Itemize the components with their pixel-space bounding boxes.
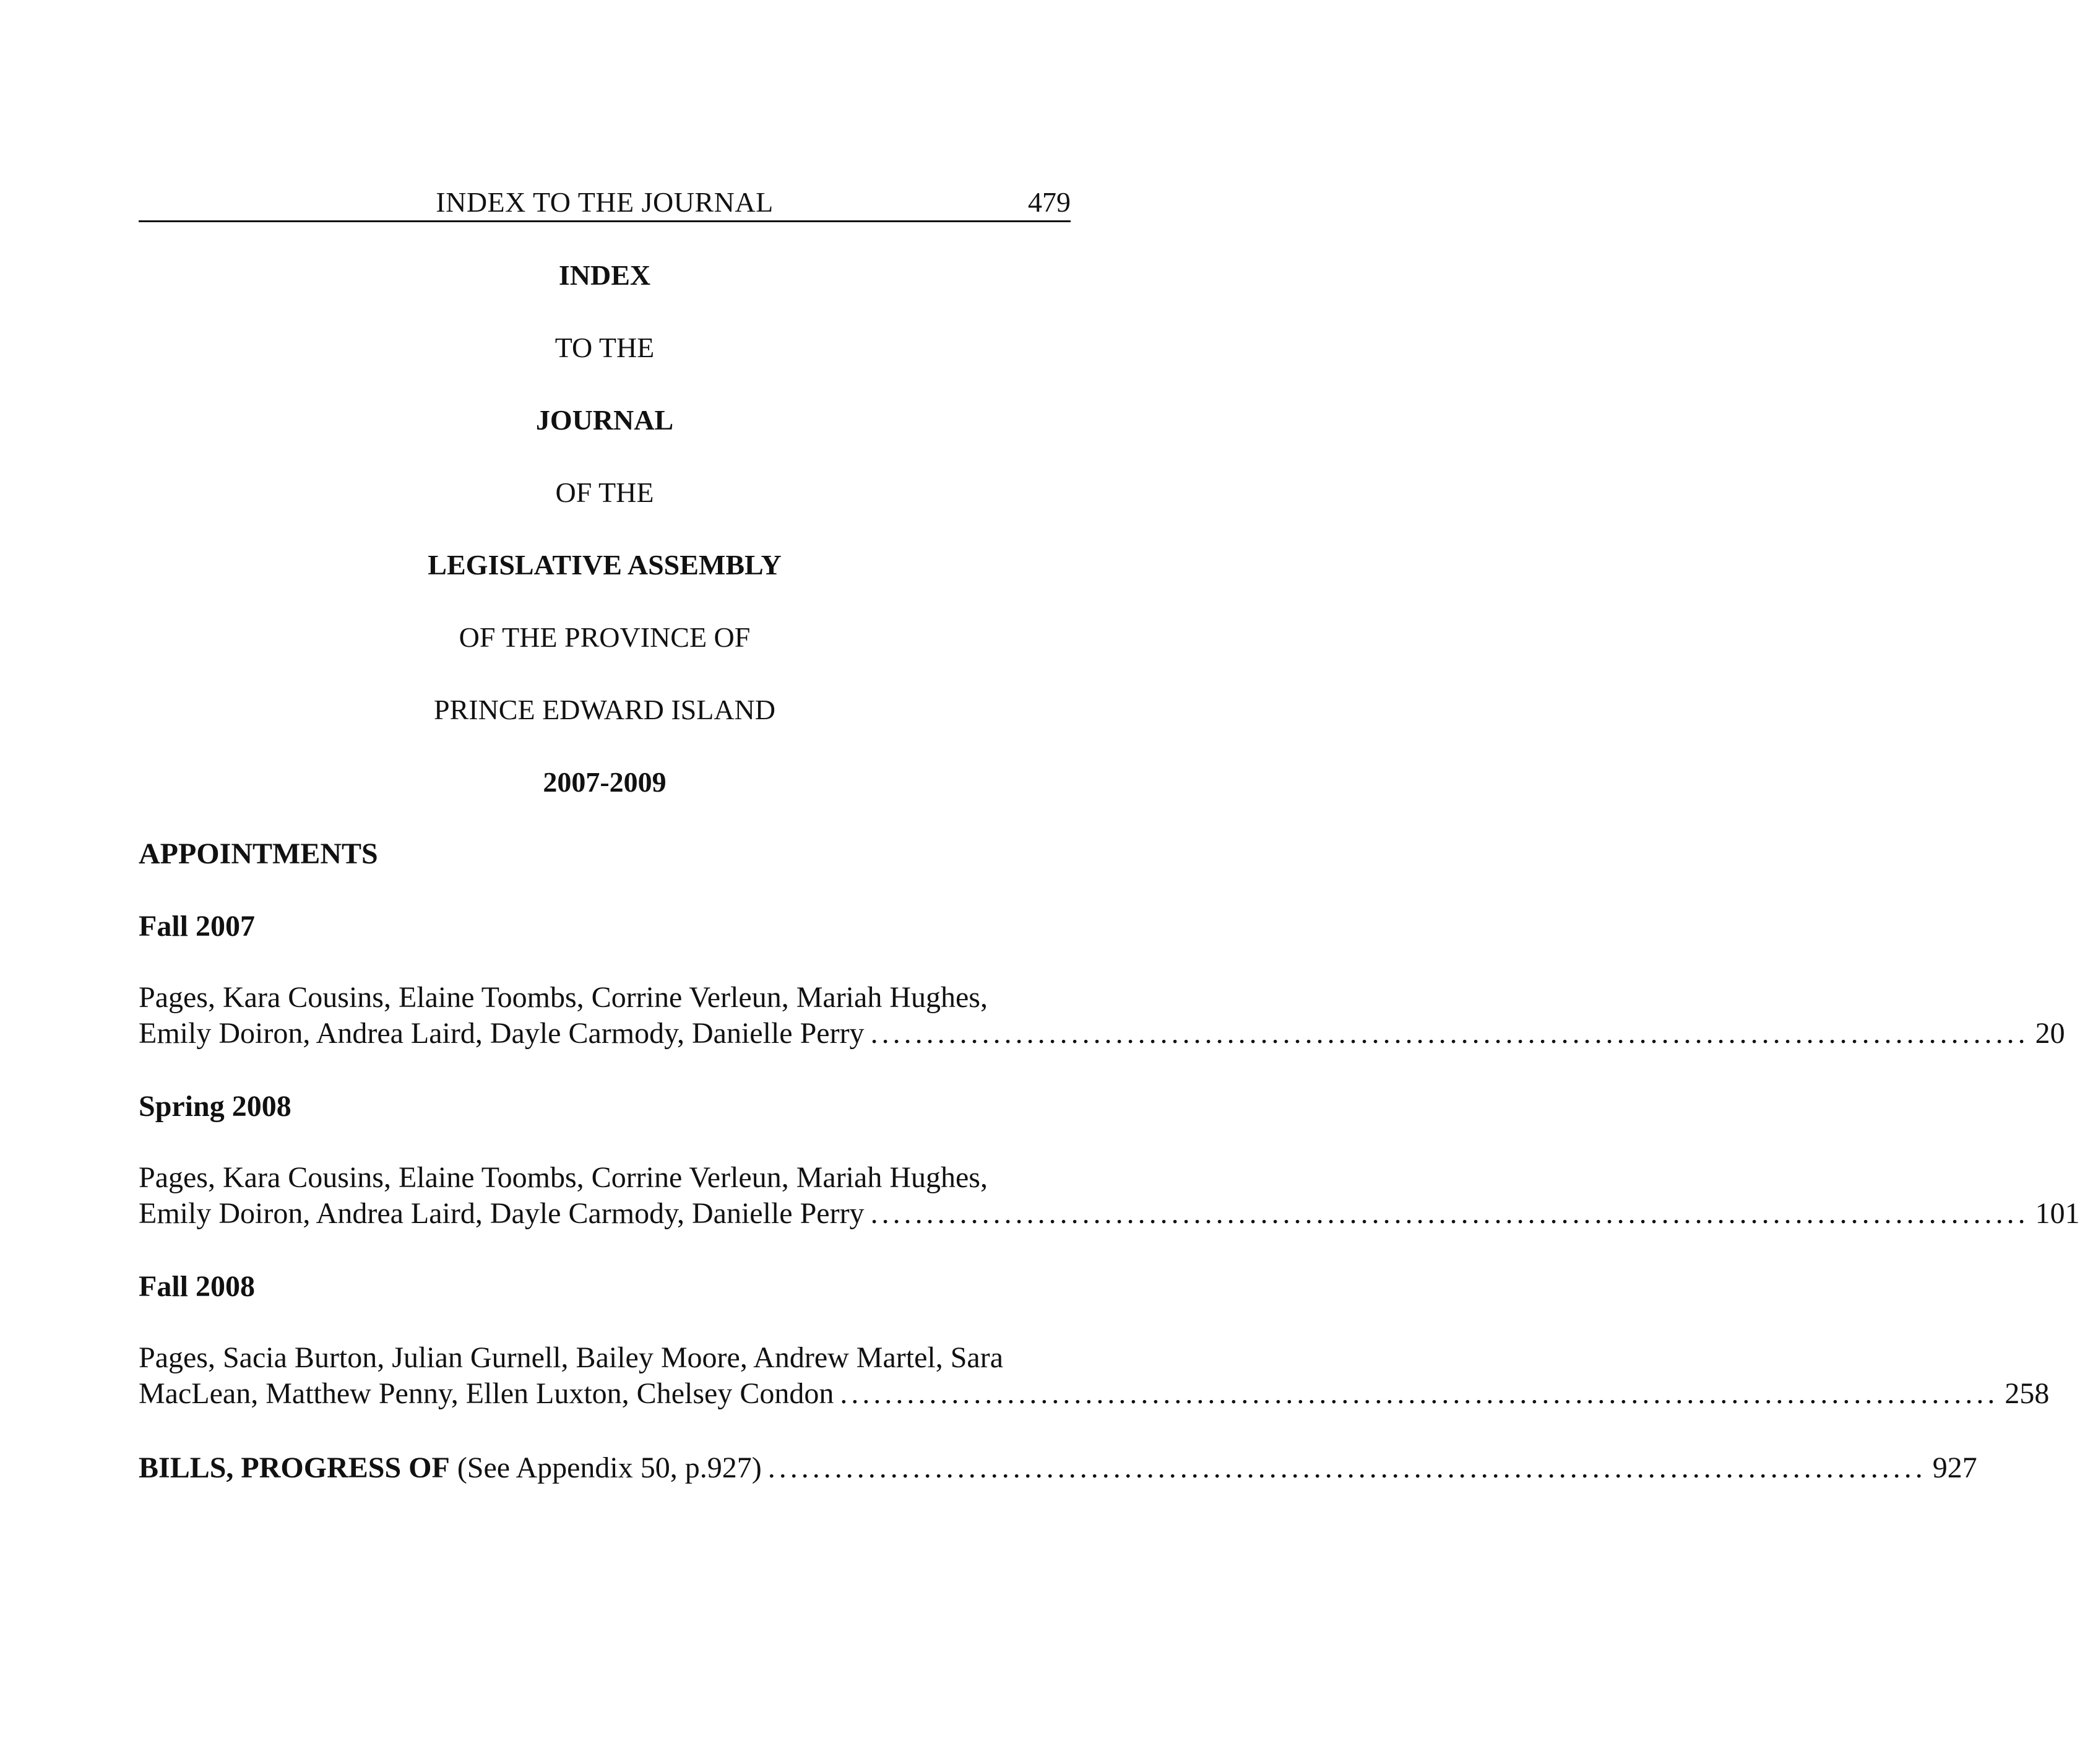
running-head-title: INDEX TO THE JOURNAL (436, 186, 774, 218)
title-of-the-province-of: OF THE PROVINCE OF (459, 621, 751, 653)
entry-page-number: 927 (1932, 1451, 1977, 1484)
page-number: 479 (1028, 186, 1071, 218)
entry-line: MacLean, Matthew Penny, Ellen Luxton, Chelsey Condon (139, 1377, 834, 1410)
title-prince-edward-island: PRINCE EDWARD ISLAND (434, 694, 775, 725)
bills-progress-entry (139, 1450, 1977, 1486)
dot-leader: ........................................................................................................ (870, 1017, 2029, 1050)
entry-leader-line (139, 1450, 1977, 1486)
entry-page-number: 20 (2035, 1017, 2065, 1050)
entry-leader-line (139, 1376, 2050, 1412)
title-years: 2007-2009 (543, 766, 667, 798)
dot-leader: ........................................................................................................ (767, 1451, 1927, 1484)
bills-note: (See Appendix 50, p.927) (449, 1451, 762, 1484)
entry-line: Pages, Kara Cousins, Elaine Toombs, Corrine Verleun, Mariah Hughes, (139, 981, 988, 1014)
title-index: INDEX (558, 259, 651, 291)
fall-2008-heading: Fall 2008 (139, 1270, 255, 1303)
bills-entry-text (139, 1450, 762, 1486)
fall-2007-heading: Fall 2007 (139, 910, 255, 943)
title-legislative-assembly: LEGISLATIVE ASSEMBLY (428, 549, 782, 581)
appointments-heading: APPOINTMENTS (139, 837, 378, 870)
entry-leader-line (139, 1196, 2080, 1232)
spring-2008-entry (139, 1160, 2080, 1232)
bills-label: BILLS, PROGRESS OF (139, 1451, 450, 1484)
entry-page-number: 101 (2035, 1197, 2080, 1230)
fall-2008-entry (139, 1340, 2050, 1412)
fall-2007-entry (139, 980, 2065, 1052)
dot-leader: ........................................................................................................ (870, 1197, 2029, 1230)
entry-page-number: 258 (2004, 1377, 2050, 1410)
entry-line: Pages, Kara Cousins, Elaine Toombs, Corrine Verleun, Mariah Hughes, (139, 1161, 988, 1194)
entry-line: Emily Doiron, Andrea Laird, Dayle Carmody, Danielle Perry (139, 1017, 865, 1050)
entry-leader-line (139, 1016, 2065, 1052)
entry-line: Pages, Sacia Burton, Julian Gurnell, Bailey Moore, Andrew Martel, Sara (139, 1341, 1004, 1374)
spring-2008-heading: Spring 2008 (139, 1090, 291, 1123)
running-head (139, 183, 1071, 222)
title-to-the: TO THE (555, 332, 655, 363)
title-journal: JOURNAL (535, 404, 674, 436)
title-of-the: OF THE (555, 477, 654, 508)
dot-leader: ........................................................................................................ (840, 1377, 1999, 1410)
entry-line: Emily Doiron, Andrea Laird, Dayle Carmody, Danielle Perry (139, 1197, 865, 1230)
